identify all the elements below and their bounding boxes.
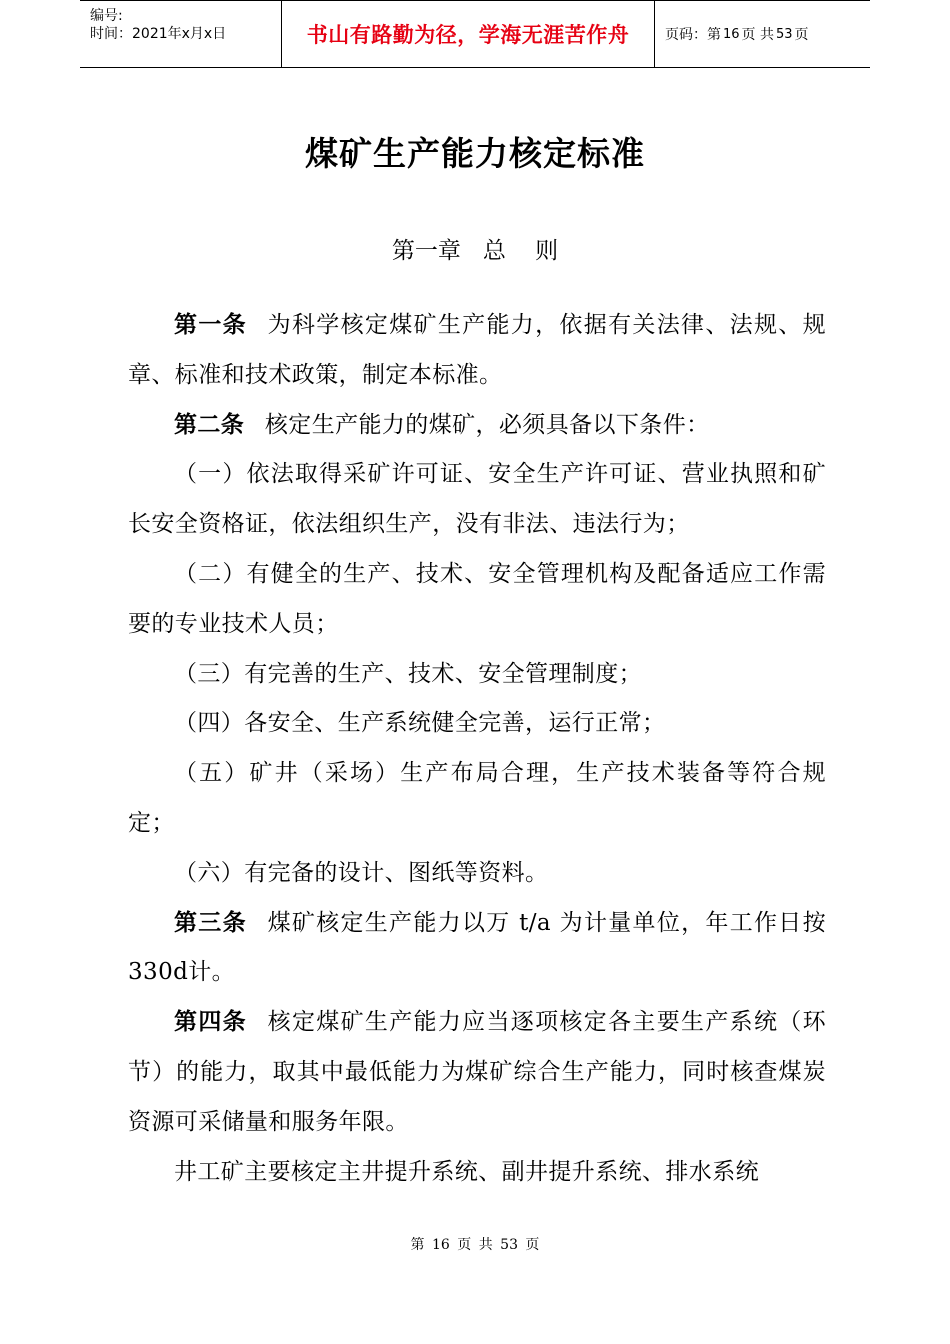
document-time: 时间：2021年x月x日 — [90, 26, 227, 42]
condition-item — [128, 849, 826, 899]
page-footer: 第 16 页 共 53 页 — [410, 1237, 540, 1253]
article-paragraph — [128, 301, 826, 401]
page-prefix: 页码：第 — [665, 27, 721, 43]
page-suffix: 页 — [794, 27, 809, 43]
document-body — [128, 301, 826, 1197]
header-info — [80, 1, 281, 67]
paragraph-text: 煤矿核定生产能力以万 t/a 为计量单位，年工作日按330d计。 — [128, 909, 826, 986]
paragraph-text: 为科学核定煤矿生产能力，依据有关法律、法规、规章、标准和技术政策，制定本标准。 — [128, 312, 826, 388]
article-label: 第一条 — [174, 312, 247, 338]
paragraph-text: （六）有完备的设计、图纸等资料。 — [174, 859, 549, 886]
article-label: 第三条 — [174, 909, 247, 936]
condition-item — [128, 699, 826, 749]
paragraph-text: （三）有完善的生产、技术、安全管理制度； — [174, 660, 642, 687]
body-paragraph — [128, 1148, 826, 1198]
paragraph-text: （二）有健全的生产、技术、安全管理机构及配备适应工作需要的专业技术人员； — [128, 560, 826, 637]
document-number-label: 编号: — [90, 8, 123, 24]
paragraph-text: （四）各安全、生产系统健全完善，运行正常； — [174, 710, 666, 737]
page-current: 16 — [723, 26, 740, 42]
paragraph-text: （一）依法取得采矿许可证、安全生产许可证、营业执照和矿长安全资格证，依法组织生产，没有非法、违法行为； — [128, 461, 826, 538]
article-paragraph — [128, 401, 826, 451]
paragraph-text: 井工矿主要核定主井提升系统、副井提升系统、排水系统 — [174, 1158, 759, 1185]
condition-item — [128, 450, 826, 550]
condition-item — [128, 749, 826, 849]
paragraph-text: （五）矿井（采场）生产布局合理，生产技术装备等符合规定； — [128, 760, 826, 836]
document-title: 煤矿生产能力核定标准 — [305, 134, 645, 173]
article-paragraph — [128, 899, 826, 999]
page-header — [80, 0, 870, 68]
header-motto: 书山有路勤为径，学海无涯苦作舟 — [281, 1, 655, 67]
page-total: 53 — [776, 26, 793, 42]
paragraph-text: 核定生产能力的煤矿，必须具备以下条件： — [264, 411, 710, 438]
article-label: 第四条 — [174, 1009, 247, 1036]
paragraph-text: 核定煤矿生产能力应当逐项核定各主要生产系统（环节）的能力，取其中最低能力为煤矿综合生产能力，同时核查煤炭资源可采储量和服务年限。 — [128, 1009, 826, 1135]
page-middle: 页 共 — [741, 27, 774, 43]
condition-item — [128, 650, 826, 700]
condition-item — [128, 550, 826, 650]
article-paragraph — [128, 998, 826, 1147]
header-page-info — [655, 1, 870, 67]
article-label: 第二条 — [174, 411, 245, 438]
chapter-heading: 第一章 总 则 — [391, 238, 559, 264]
